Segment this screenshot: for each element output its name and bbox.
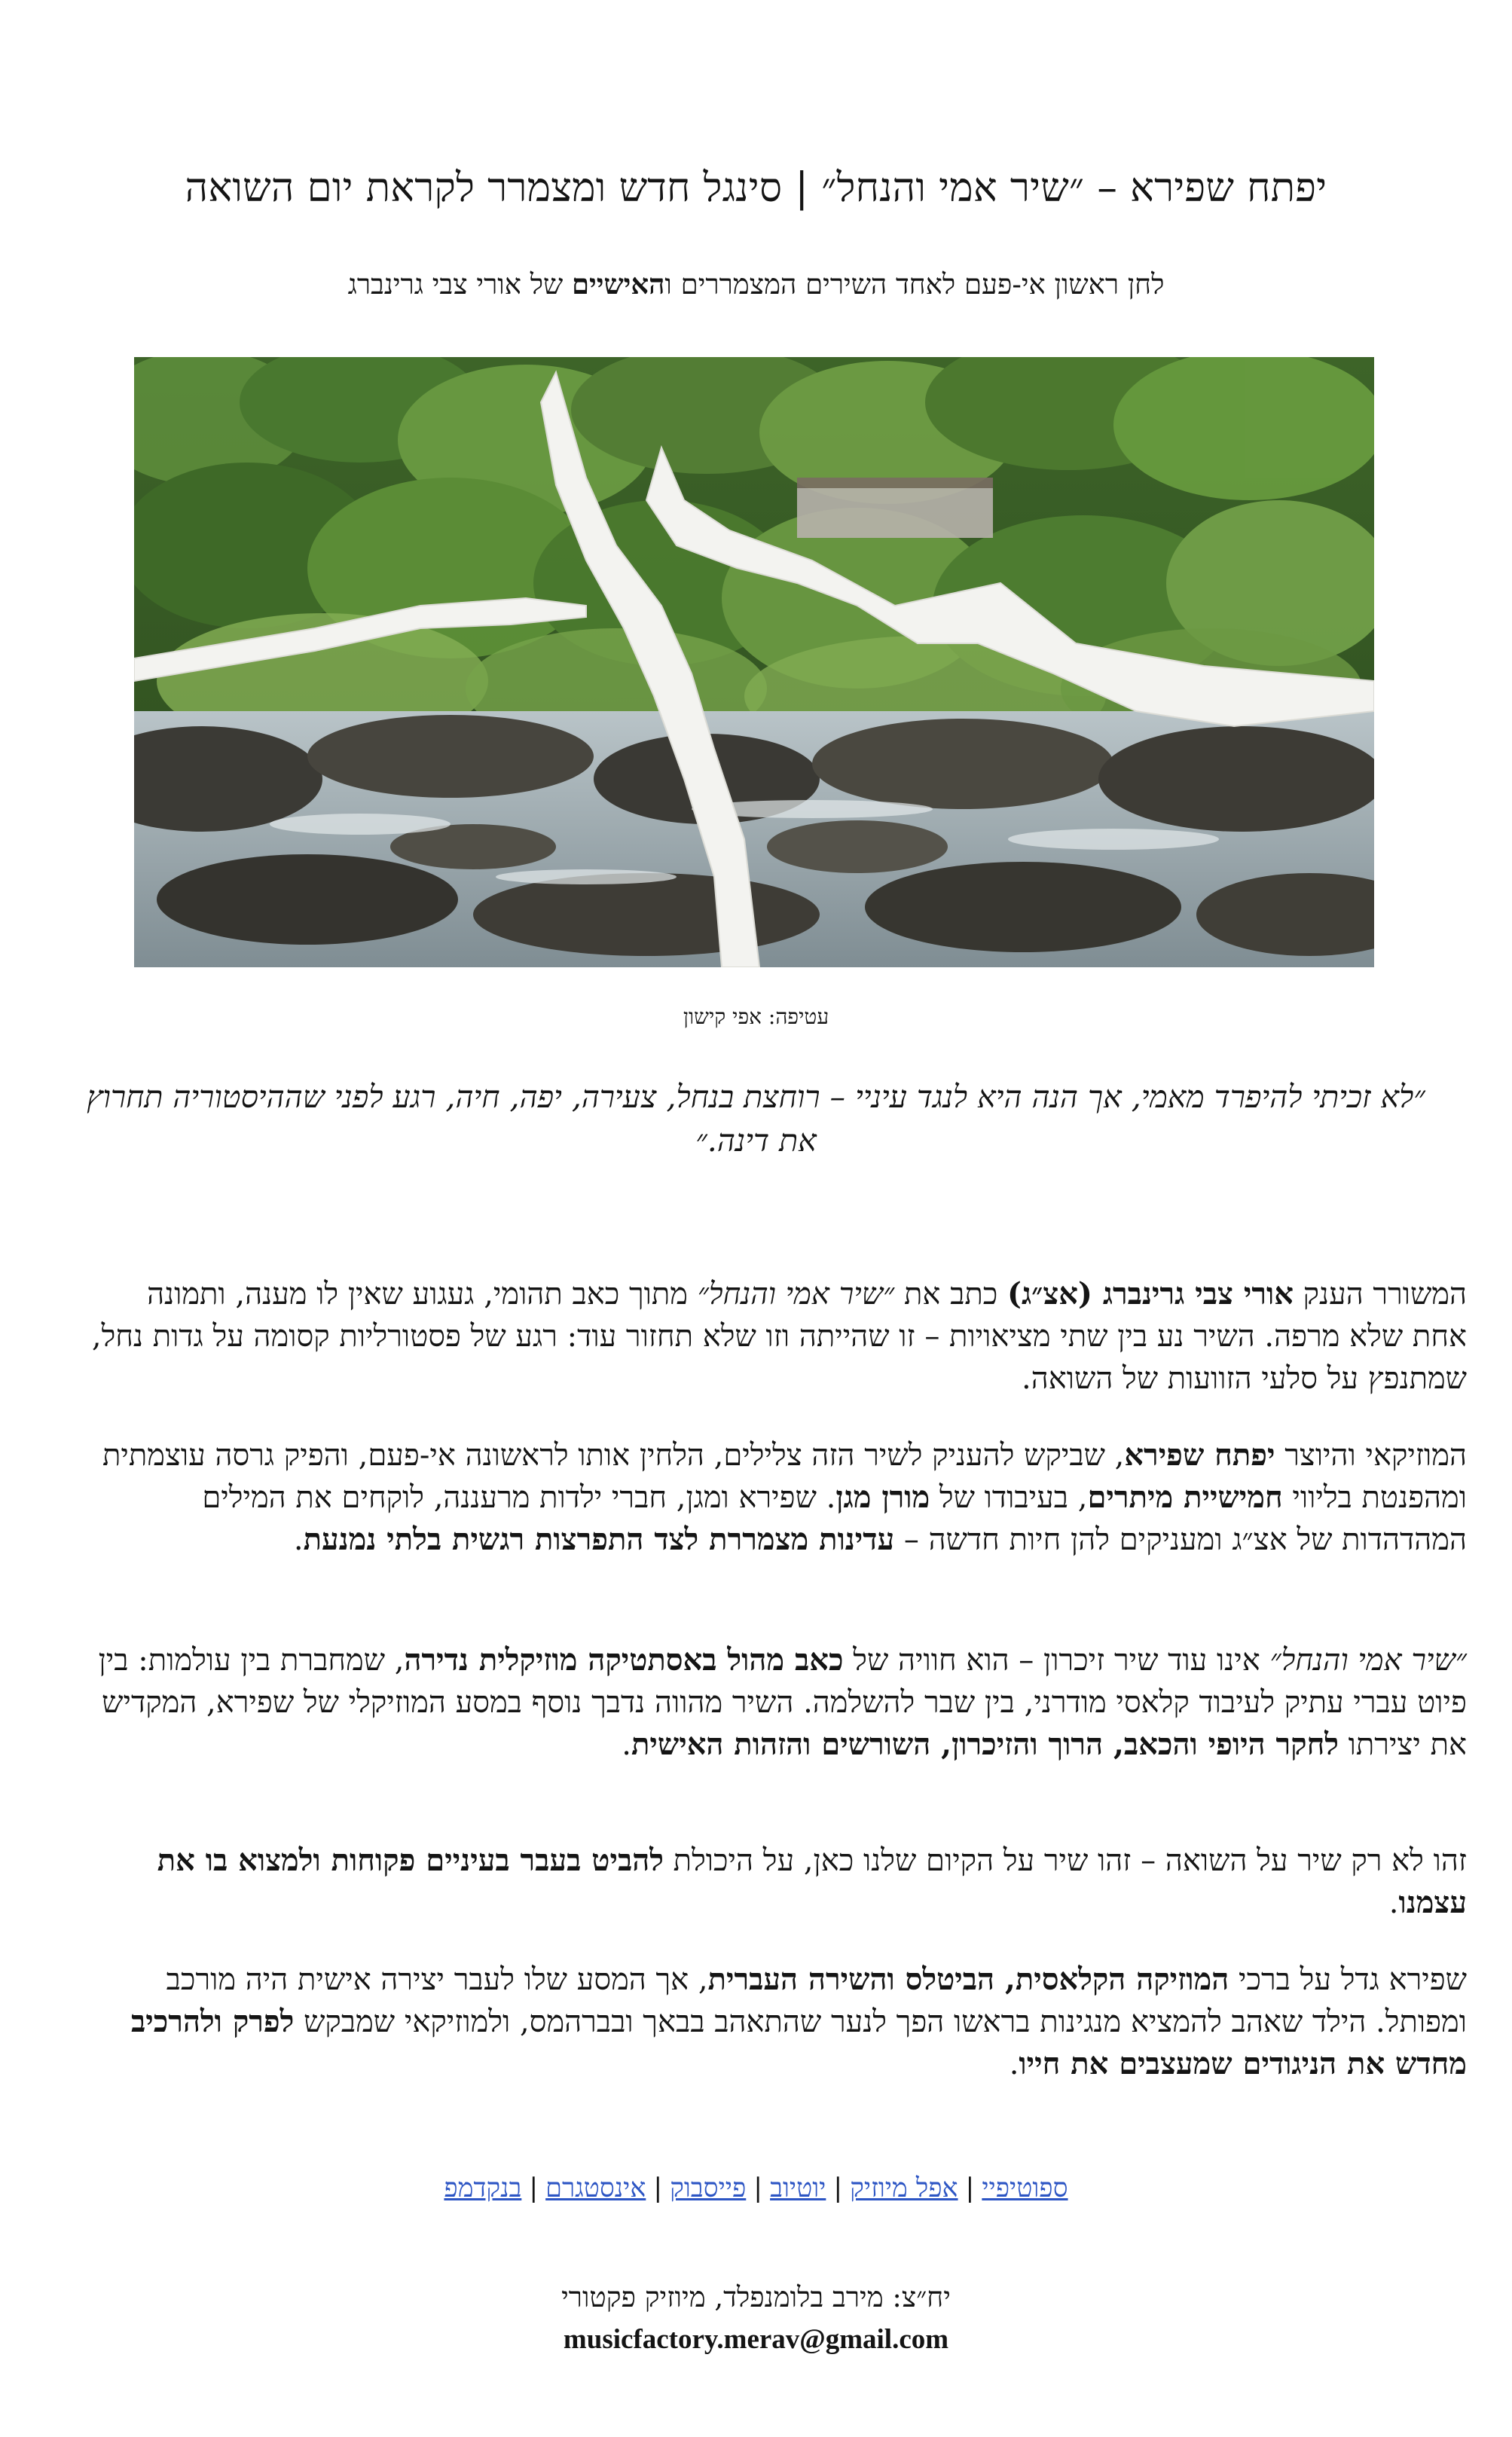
p3-song-title: ״שיר אמי והנחל״	[1269, 1643, 1467, 1678]
pr-contact	[301, 2277, 1211, 2361]
cabin	[797, 478, 993, 538]
subtitle	[90, 265, 1422, 304]
page-title: יפתח שפירא – ״שיר אמי והנחל״ | סינגל חדש ומצמרר לקראת יום השואה	[185, 165, 1327, 211]
spotify-link[interactable]: ספוטיפיי	[982, 2173, 1068, 2203]
p2-text-i: .	[293, 1522, 304, 1557]
youtube-link[interactable]: יוטיוב	[770, 2173, 826, 2203]
p2-bold-arranger: מורן מגן	[835, 1480, 930, 1515]
bandcamp-link[interactable]: בנקדמפ	[444, 2173, 522, 2203]
p2-text-a: המוזיקאי והיוצר	[1275, 1438, 1467, 1473]
link-separator: |	[965, 2173, 975, 2203]
p3-text-d: , שמחברת בין עולמות: בין פיוט עברי עתיק לעיבוד קלאסי מודרני, בין שבר להשלמה. השיר מהווה נדבך נוסף במסע המוזיקלי של שפירא, המקדיש את יצירתו	[98, 1643, 1467, 1762]
paragraph-3	[87, 1639, 1467, 1766]
p4-text-a: זהו לא רק שיר על השואה – זהו שיר על הקיום שלנו כאן, על היכולת	[663, 1843, 1467, 1878]
p2-text-e: , בעיבודו של	[930, 1480, 1088, 1515]
p3-text-b: אינו עוד שיר זיכרון – הוא חוויה של	[843, 1643, 1270, 1678]
link-separator: |	[833, 2173, 843, 2203]
paragraph-4	[87, 1840, 1467, 1924]
subtitle-text: לחן ראשון אי-פעם לאחד השירים המצמררים ו	[664, 268, 1165, 301]
link-separator: |	[653, 2173, 663, 2203]
pull-quote: ״לא זכיתי להיפרד מאמי, אך הנה היא לנגד עיניי – רוחצת בנחל, צעירה, יפה, חיה, רגע לפני שההיסטוריה תחרוץ את דינה.״	[87, 1079, 1425, 1159]
p4-bold: להביט בעבר בעיניים פקוחות ולמצוא בו את עצמנו	[157, 1843, 1467, 1920]
p1-text-e: מתוך כאב תהומי, געגוע שאין לו מענה, ותמונה אחת שלא מרפה. השיר נע בין שתי מציאויות – זו שהייתה וזו שלא תחזור עוד: רגע של פסטורליות קסומה על גדות נחל, שמתנפץ על סלעי הזוועות של השואה.	[91, 1277, 1467, 1396]
p2-bold-tagline: עדינות מצמררת לצד התפרצות רגשית בלתי נמנעת	[303, 1522, 895, 1557]
p3-bold-b: לחקר היופי והכאב, הרוך והזיכרון, השורשים והזהות האישית	[631, 1727, 1339, 1762]
link-separator: |	[529, 2173, 539, 2203]
p3-text-f: .	[622, 1727, 631, 1762]
p1-text-a: המשורר הענק	[1293, 1277, 1467, 1312]
p4-text-c: .	[1388, 1886, 1399, 1920]
cover-art-image	[134, 357, 1374, 967]
cover-art-illustration	[134, 357, 1374, 967]
p5-bold-a: המוזיקה הקלאסית, הביטלס והשירה העברית	[707, 1962, 1229, 1997]
p5-bold-b: לפרק ולהרכיב מחדש את הניגודים שמעצבים את חייו	[130, 2004, 1467, 2081]
p3-bold-a: כאב מהול באסתטיקה מוזיקלית נדירה	[404, 1642, 844, 1678]
p1-text-c: כתב את	[894, 1277, 1008, 1312]
p1-bold-poet: אורי צבי גרינברג (אצ״ג)	[1007, 1276, 1294, 1312]
link-separator: |	[753, 2173, 763, 2203]
pr-email[interactable]: musicfactory.merav@gmail.com	[563, 2324, 949, 2355]
p2-text-c: , שביקש להעניק לשיר הזה צלילים, הלחין אותו לראשונה אי-פעם, והפיק גרסה עוצמתית ומהפנטת בליווי	[102, 1438, 1467, 1515]
pr-name: יח״צ: מירב בלומנפלד, מיוזיק פקטורי	[561, 2281, 951, 2313]
instagram-link[interactable]: אינסטגרם	[545, 2173, 646, 2203]
p5-text-a: שפירא גדל על ברכי	[1229, 1962, 1467, 1997]
p5-text-e: .	[1009, 2047, 1019, 2081]
paragraph-2	[87, 1434, 1467, 1561]
subtitle-text-end: של אורי צבי גרינברג	[347, 268, 572, 301]
p1-song-title: ״שיר אמי והנחל״	[697, 1277, 895, 1312]
p2-text-g: . שפירא ומגן, חברי ילדות מרעננה, לוקחים את המילים המהדהדות של אצ״ג ומעניקים להן חיות חדשה –	[202, 1480, 1467, 1557]
paragraph-1	[87, 1273, 1467, 1400]
streaming-links	[226, 2170, 1286, 2207]
facebook-link[interactable]: פייסבוק	[670, 2173, 747, 2203]
p5-text-c: , אך המסע שלו לעבר יצירה אישית היה מורכב ומפותל. הילד שאהב להמציא מנגינות בראשו הפך לנער שהתאהב בבאך ובברהמס, ולמוזיקאי שמבקש	[166, 1962, 1467, 2039]
subtitle-bold: האישיים	[571, 267, 665, 301]
p2-bold-quintet: חמישיית מיתרים	[1087, 1480, 1283, 1515]
cover-credit: עטיפה: אפי קישון	[683, 1004, 829, 1029]
p2-bold-artist: יפתח שפירא	[1124, 1437, 1275, 1473]
paragraph-5	[87, 1959, 1467, 2085]
apple-music-link[interactable]: אפל מיוזיק	[850, 2173, 958, 2203]
